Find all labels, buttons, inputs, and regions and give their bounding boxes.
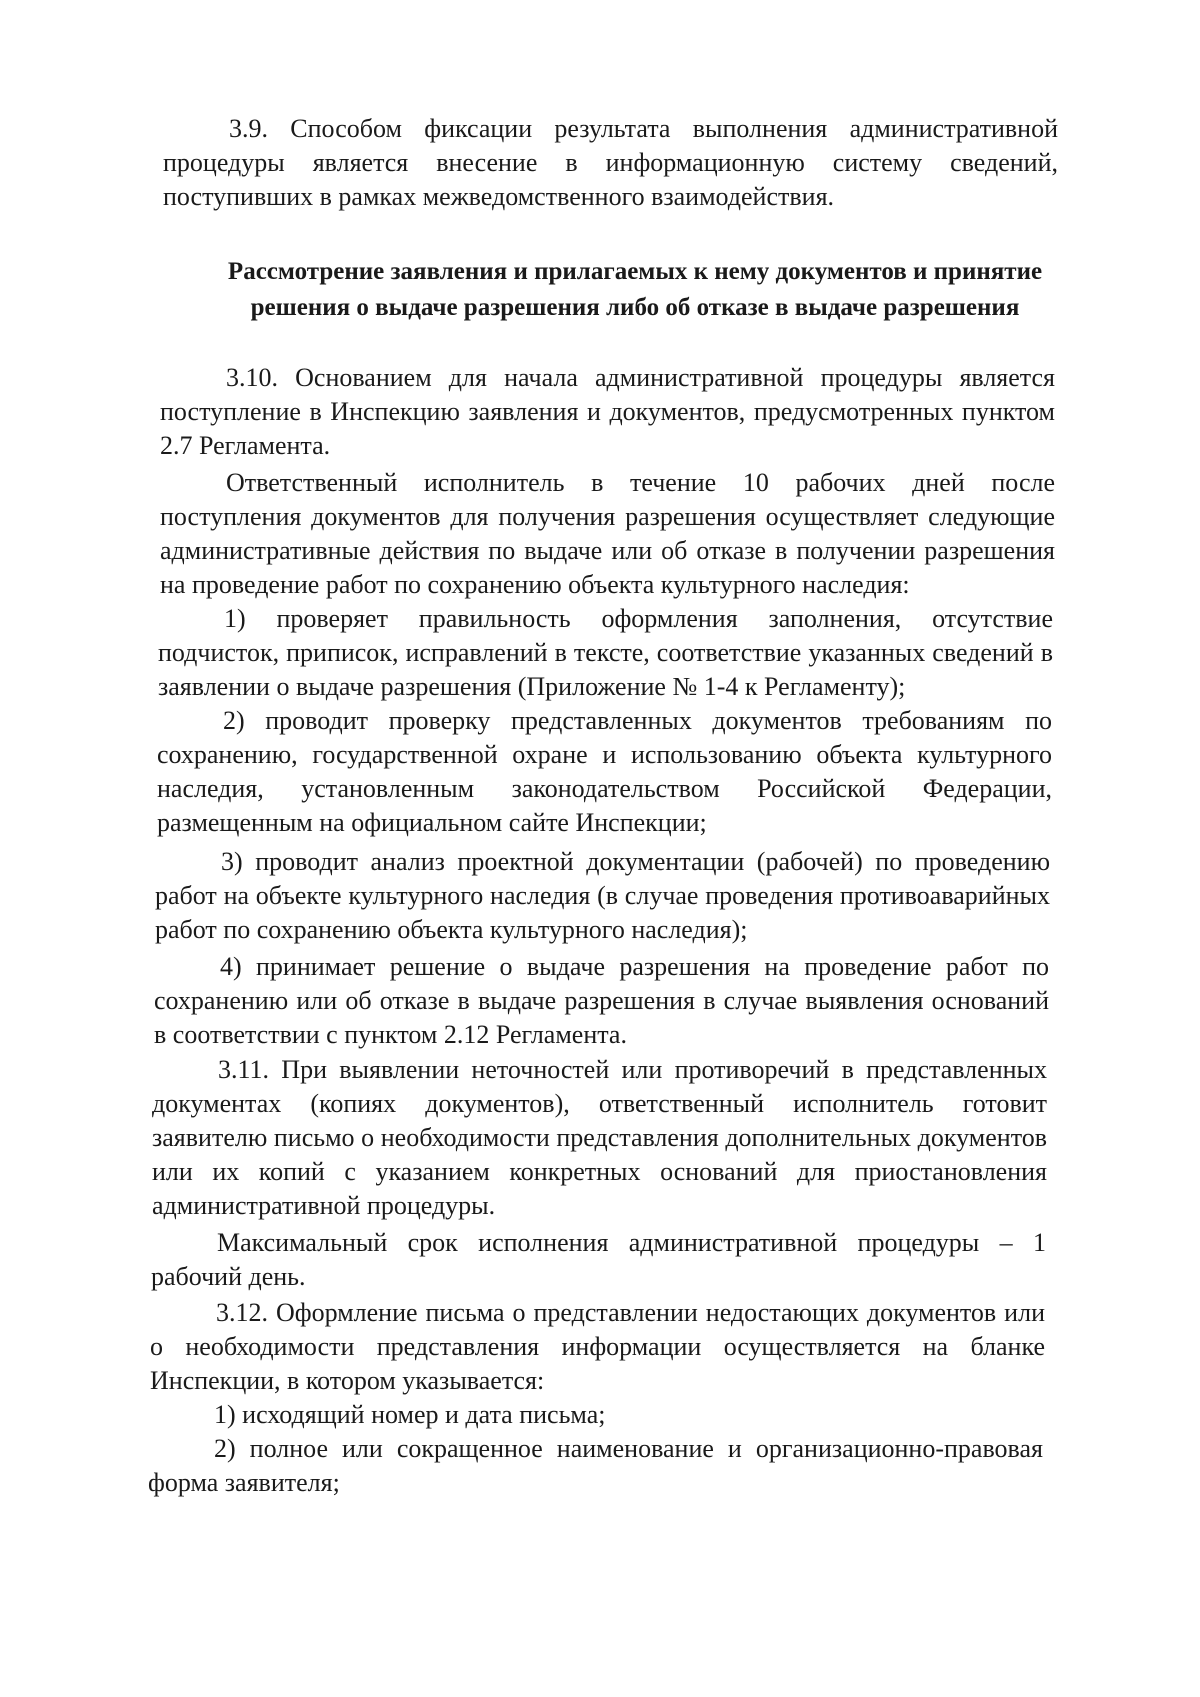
paragraph-3-9: 3.9. Способом фиксации результата выполнения административной процедуры является внесение в информационную систему сведений, поступивших в рамках межведомственного взаимодействия.	[163, 114, 1058, 211]
paragraph-3-11: 3.11. При выявлении неточностей или противоречий в представленных документах (копиях документов), ответственный исполнитель готовит заявителю письмо о необходимости представления дополнительных документов или их копий с указанием конкретных оснований для приостановления административной процедуры.	[152, 1055, 1047, 1220]
letter-item-1: 1) исходящий номер и дата письма;	[214, 1400, 606, 1429]
paragraph-3-10: 3.10. Основанием для начала административной процедуры является поступление в Инспекцию заявления и документов, предусмотренных пунктом 2.7 Регламента.	[160, 363, 1055, 460]
list-item-4: 4) принимает решение о выдаче разрешения на проведение работ по сохранению или об отказе в выдаче разрешения в случае выявления оснований в соответствии с пунктом 2.12 Регламента.	[154, 952, 1049, 1049]
list-item-1: 1) проверяет правильность оформления заполнения, отсутствие подчисток, приписок, исправлений в тексте, соответствие указанных сведений в заявлении о выдаче разрешения (Приложение № 1-4 к Регламенту);	[158, 604, 1053, 701]
paragraph-responsible-executor: Ответственный исполнитель в течение 10 рабочих дней после поступления документов для получения разрешения осуществляет следующие административные действия по выдаче или об отказе в получении разрешения на проведение работ по сохранению объекта культурного наследия:	[160, 468, 1055, 599]
section-heading	[175, 254, 1095, 326]
paragraph-max-term: Максимальный срок исполнения административной процедуры – 1 рабочий день.	[151, 1228, 1046, 1291]
letter-item-2: 2) полное или сокращенное наименование и организационно-правовая форма заявителя;	[148, 1434, 1043, 1497]
paragraph-3-12: 3.12. Оформление письма о представлении недостающих документов или о необходимости представления информации осуществляется на бланке Инспекции, в котором указывается:	[150, 1298, 1045, 1395]
heading-line-1: Рассмотрение заявления и прилагаемых к нему документов и принятие	[227, 258, 1043, 285]
list-item-2: 2) проводит проверку представленных документов требованиям по сохранению, государственной охране и использованию объекта культурного наследия, установленным законодательством Российской Федерации, размещенным на официальном сайте Инспекции;	[157, 706, 1052, 837]
heading-line-2: решения о выдаче разрешения либо об отказе в выдаче разрешения	[250, 294, 1020, 321]
list-item-3: 3) проводит анализ проектной документации (рабочей) по проведению работ на объекте культурного наследия (в случае проведения противоаварийных работ по сохранению объекта культурного наследия);	[155, 847, 1050, 944]
